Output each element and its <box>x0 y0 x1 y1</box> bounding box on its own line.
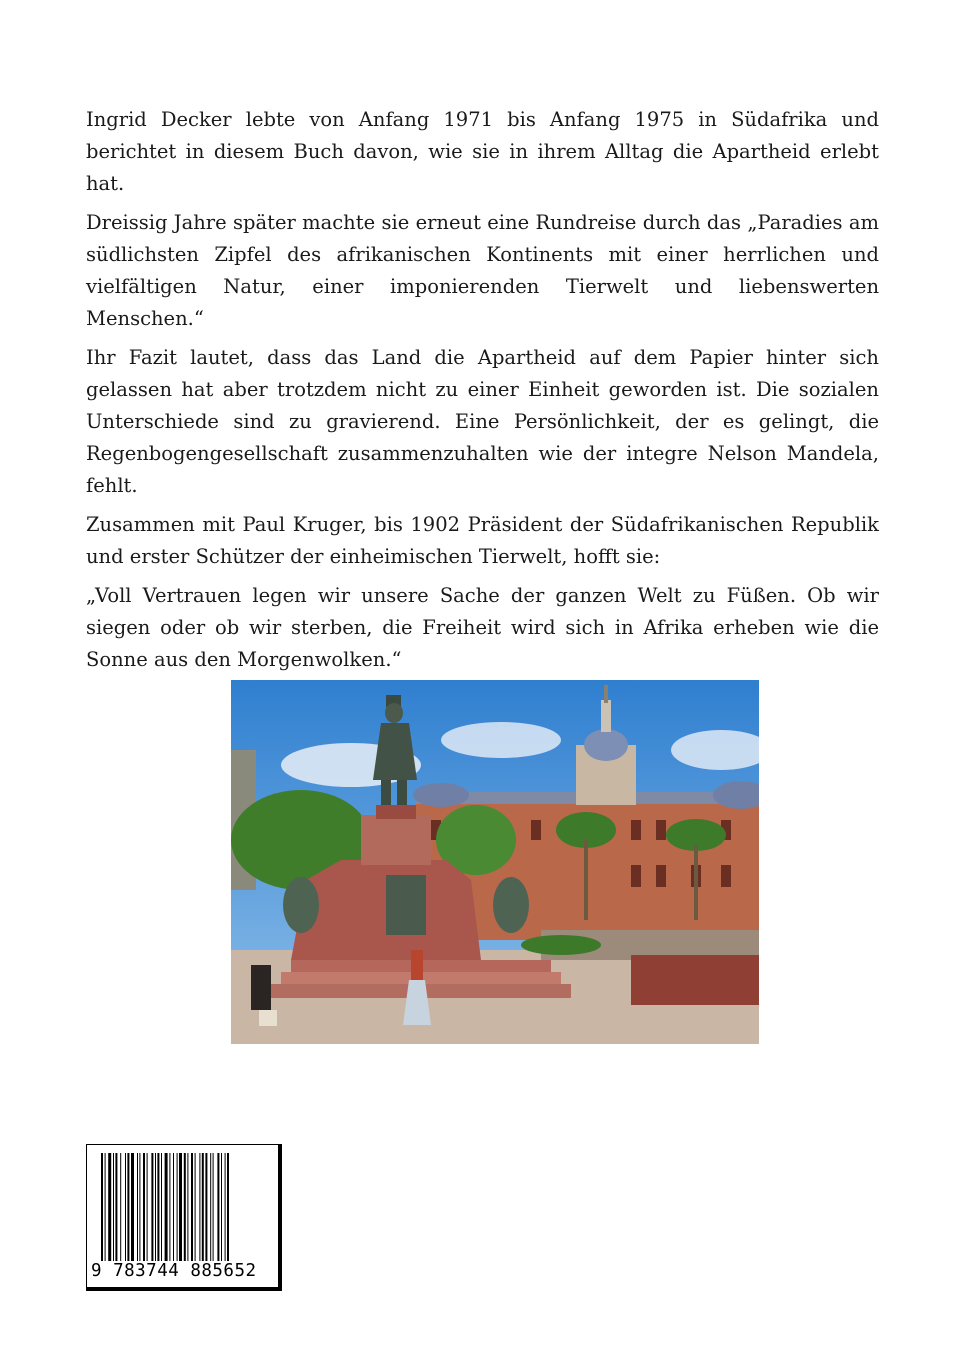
kruger-statue-photo <box>231 680 759 1044</box>
paragraph-quote: „Voll Vertrauen legen wir unsere Sache der ganzen Welt zu Füßen. Ob wir siegen oder ob wir sterben, die Freiheit wird sich in Afrika erheben wie die Sonne aus den Morgenwolken.“ <box>86 584 879 671</box>
barcode-bars <box>101 1153 267 1261</box>
back-cover-text <box>86 104 879 683</box>
paragraph-journey: Dreissig Jahre später machte sie erneut eine Rundreise durch das „Paradies am südlichsten Zipfel des afrikanischen Kontinents mit einer herrlichen und vielfältigen Natur, einer imponierenden Tierwelt und liebenswerten Menschen.“ <box>86 211 879 330</box>
paragraph-kruger: Zusammen mit Paul Kruger, bis 1902 Präsident der Südafrikanischen Republik und erster Schützer der einheimischen Tierwelt, hofft sie: <box>86 513 879 568</box>
isbn-number: 9 783744 885652 <box>91 1261 257 1281</box>
isbn-barcode <box>86 1144 282 1291</box>
paragraph-intro: Ingrid Decker lebte von Anfang 1971 bis Anfang 1975 in Südafrika und berichtet in diesem Buch davon, wie sie in ihrem Alltag die Apartheid erlebt hat. <box>86 108 879 195</box>
paragraph-conclusion: Ihr Fazit lautet, dass das Land die Apartheid auf dem Papier hinter sich gelassen hat aber trotzdem nicht zu einer Einheit geworden ist. Die sozialen Unterschiede sind zu gravierend. Eine Persönlichkeit, der es gelingt, die Regenbogengesellschaft zusammenzuhalten wie der integre Nelson Mandela, fehlt. <box>86 346 879 497</box>
